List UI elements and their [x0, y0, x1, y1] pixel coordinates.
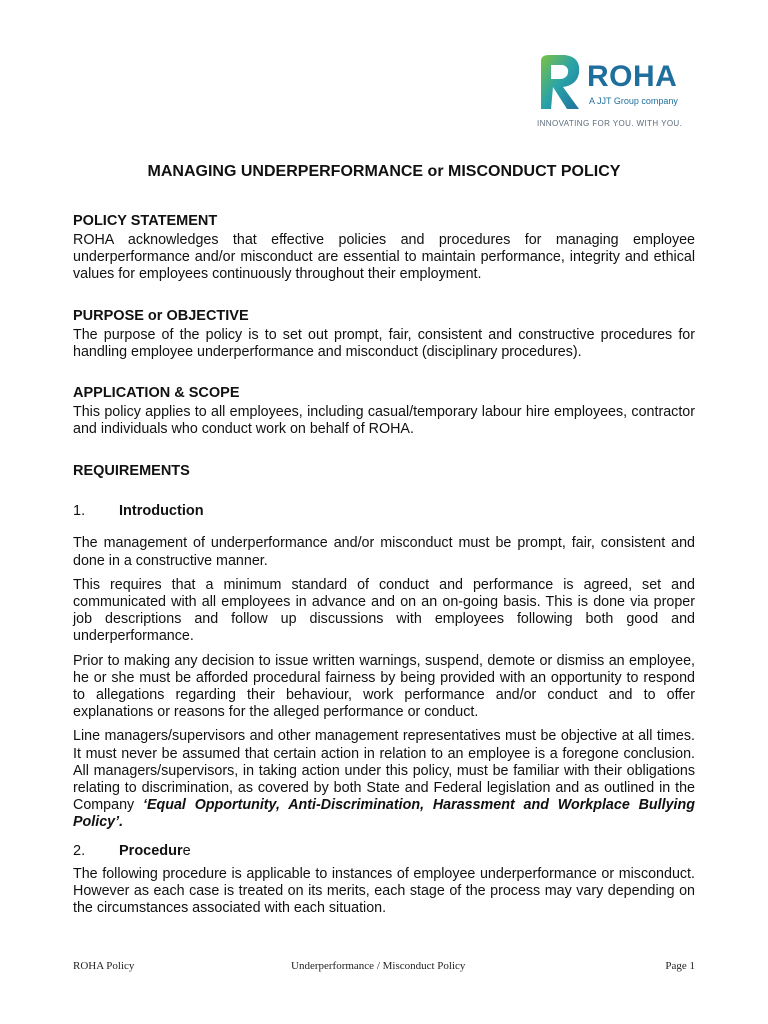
scope-heading: APPLICATION & SCOPE	[73, 385, 240, 402]
logo-subtitle: A JJT Group company	[589, 96, 678, 106]
roha-r-mark-icon	[535, 51, 585, 113]
section-2-paragraph-1: The following procedure is applicable to instances of employee underperformance or misconduct. However as each case is treated on its merits, each stage of the process may vary depending on the circumstances associated with each situation.	[73, 865, 695, 917]
logo-name: ROHA	[587, 60, 678, 93]
section-1-number: 1.	[73, 503, 86, 520]
footer-center: Underperformance / Misconduct Policy	[291, 960, 466, 972]
section-1-paragraph-4	[73, 728, 695, 831]
page-footer	[73, 960, 695, 976]
section-2-number: 2.	[73, 842, 86, 859]
company-logo	[527, 43, 697, 133]
purpose-heading: PURPOSE or OBJECTIVE	[73, 307, 249, 324]
footer-left: ROHA Policy	[73, 960, 135, 972]
policy-statement-heading: POLICY STATEMENT	[73, 213, 218, 229]
section-1-paragraph-1: The management of underperformance and/or misconduct must be prompt, fair, consistent and done in a constructive manner.	[73, 535, 695, 569]
purpose-text: The purpose of the policy is to set out prompt, fair, consistent and constructive procedures for handling employee underperformance and misconduct (disciplinary procedures).	[73, 326, 695, 360]
document-title: MANAGING UNDERPERFORMANCE or MISCONDUCT POLICY	[147, 163, 621, 180]
section-1-heading	[73, 502, 695, 520]
requirements-heading: REQUIREMENTS	[73, 463, 190, 480]
section-2-title-bold: Procedur	[119, 842, 183, 859]
section-1-paragraph-2: This requires that a minimum standard of conduct and performance is agreed, set and communicated with all employees in advance and on an on-going basis. This is done via proper job descriptions and follow up discussions with employees following both good and underperformance.	[73, 576, 695, 645]
policy-reference: ‘Equal Opportunity, Anti-Discrimination, Harassment and Workplace Bullying Policy’.	[73, 797, 695, 831]
section-2-heading	[73, 842, 695, 860]
section-2-title-rest: e	[182, 842, 191, 859]
policy-statement-text: ROHA acknowledges that effective policies and procedures for managing employee underperformance and/or misconduct are essential to maintain performance, integrity and ethical values for employees continuously throughout their employment.	[73, 232, 695, 283]
section-1-title: Introduction	[119, 503, 204, 520]
scope-text: This policy applies to all employees, including casual/temporary labour hire employees, contractor and individuals who conduct work on behalf of ROHA.	[73, 404, 695, 438]
section-1-paragraph-3: Prior to making any decision to issue written warnings, suspend, demote or dismiss an employee, he or she must be afforded procedural fairness by being provided with an opportunity to respond to allegations regarding their behaviour, work performance and/or conduct and to offer explanations or reasons for the alleged performance or conduct.	[73, 652, 695, 721]
document-body	[73, 212, 695, 917]
section-1-paragraph-4-text: Line managers/supervisors and other management representatives must be objective at all times. It must never be assumed that certain action in relation to an employee is a foregone conclusion. All managers/supervisors, in taking action under this policy, must be familiar with their obligations relating to discrimination, as covered by both State and Federal legislation and as outlined in the Company	[73, 728, 695, 814]
logo-tagline: INNOVATING FOR YOU. WITH YOU.	[537, 119, 683, 128]
footer-page-number: Page 1	[665, 960, 695, 972]
